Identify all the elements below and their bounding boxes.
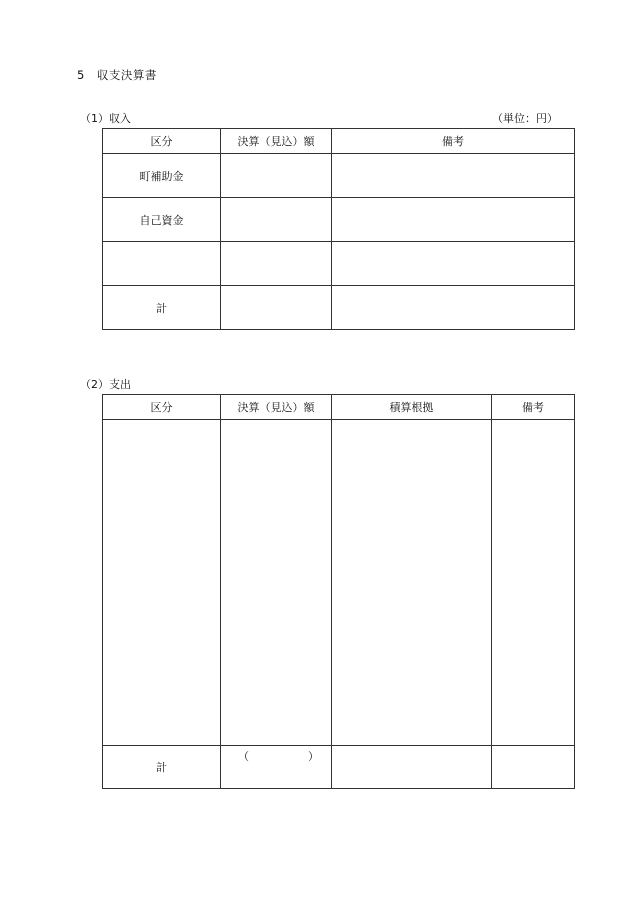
income-amount-cell[interactable] (221, 198, 332, 242)
income-total-row (103, 286, 575, 330)
paren-close: ） (308, 750, 319, 763)
income-header-amount: 決算（見込）額 (221, 129, 332, 154)
expense-title: （2）支出 (80, 378, 131, 391)
unit-label: （単位：円） (492, 112, 558, 125)
income-table (102, 128, 575, 330)
income-header-note: 備考 (332, 129, 575, 154)
income-category-cell[interactable] (103, 242, 221, 286)
income-total-label: 計 (103, 286, 221, 330)
income-note-cell[interactable] (332, 242, 575, 286)
expense-header-row (103, 395, 575, 420)
expense-amount-cell[interactable] (221, 420, 332, 746)
income-category-cell: 町補助金 (103, 154, 221, 198)
expense-total-note-cell[interactable] (492, 746, 575, 789)
expense-category-cell[interactable] (103, 420, 221, 746)
expense-table (102, 394, 575, 789)
income-note-cell[interactable] (332, 198, 575, 242)
income-header-category: 区分 (103, 129, 221, 154)
income-amount-cell[interactable] (221, 242, 332, 286)
expense-total-label: 計 (103, 746, 221, 789)
income-header-row (103, 129, 575, 154)
expense-total-amount-cell[interactable] (221, 746, 332, 789)
table-row (103, 154, 575, 198)
expense-total-basis-cell[interactable] (332, 746, 492, 789)
expense-header-amount: 決算（見込）額 (221, 395, 332, 420)
table-row (103, 198, 575, 242)
income-total-amount-cell[interactable] (221, 286, 332, 330)
expense-body-row (103, 420, 575, 746)
expense-header-note: 備考 (492, 395, 575, 420)
paren-open: （ (238, 750, 249, 763)
expense-header-category: 区分 (103, 395, 221, 420)
income-amount-cell[interactable] (221, 154, 332, 198)
income-category-cell: 自己資金 (103, 198, 221, 242)
section-title: 5 収支決算書 (77, 68, 157, 82)
income-title: （1）収入 (80, 112, 131, 125)
expense-total-row (103, 746, 575, 789)
expense-note-cell[interactable] (492, 420, 575, 746)
table-row (103, 242, 575, 286)
income-note-cell[interactable] (332, 154, 575, 198)
expense-basis-cell[interactable] (332, 420, 492, 746)
income-total-note-cell[interactable] (332, 286, 575, 330)
expense-header-basis: 積算根拠 (332, 395, 492, 420)
